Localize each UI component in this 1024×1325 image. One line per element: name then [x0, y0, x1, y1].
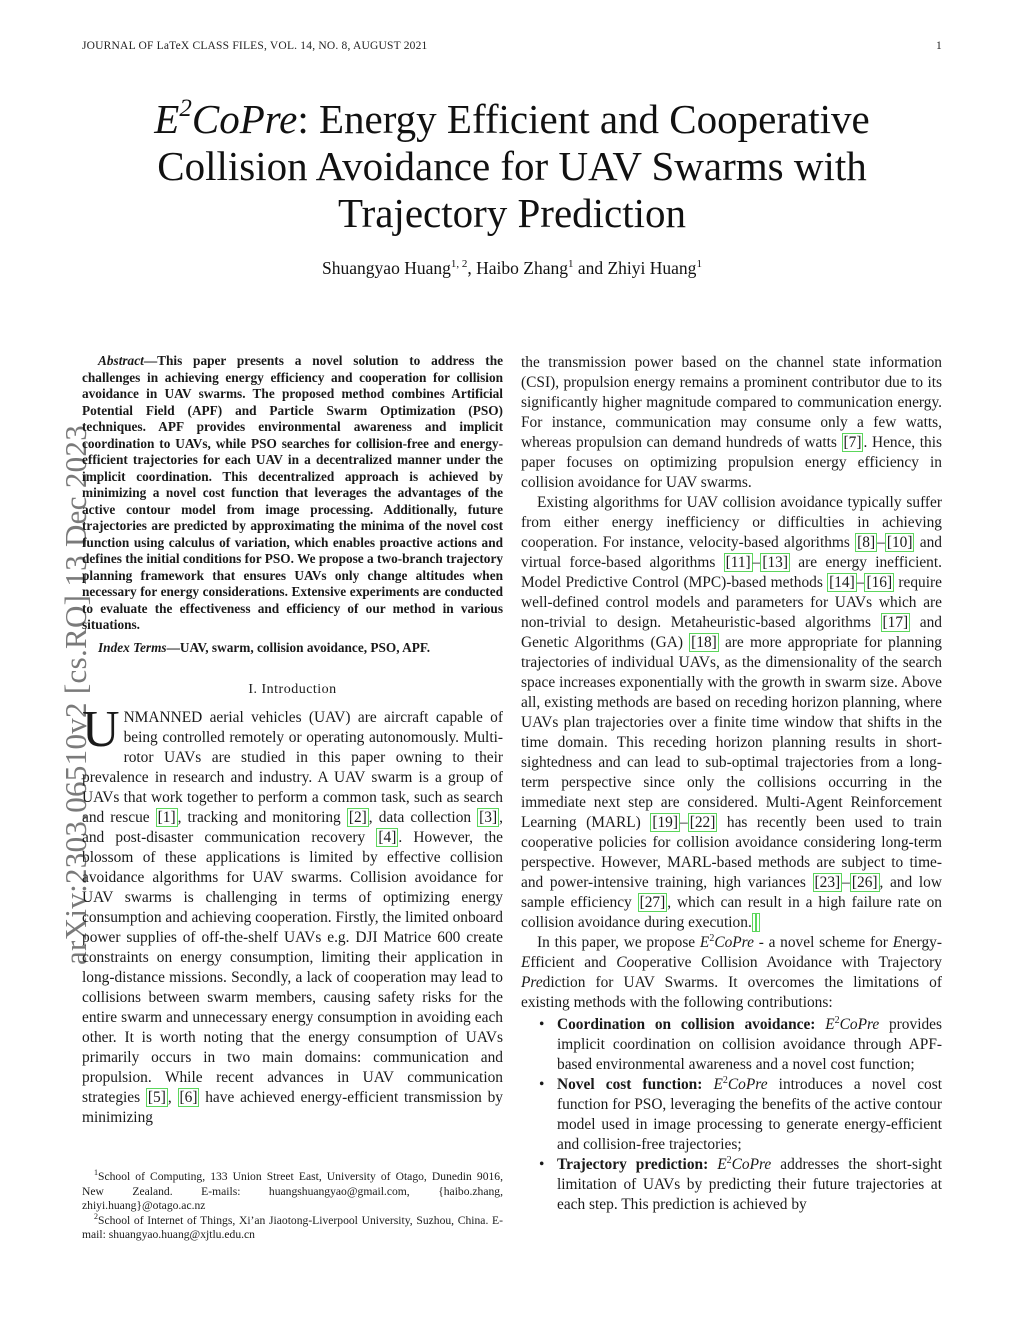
index-terms — [82, 640, 503, 657]
method-name-rest: CoPre — [839, 1016, 880, 1033]
intro-text: have achieved energy-efficient transmission by minimizing — [82, 1089, 504, 1126]
title-name-rest: CoPre — [191, 96, 298, 142]
citation-link[interactable]: [26] — [851, 874, 878, 891]
intro-text: Existing algorithms for UAV collision avoidance typically suffer from either energy inefficiency or difficulties in achieving cooperation. For instance, velocity-based algorithms — [521, 494, 942, 551]
intro-text: - a novel scheme for — [753, 934, 893, 951]
author-3-affil: 1 — [696, 258, 702, 270]
acronym-letter: Co — [616, 954, 635, 971]
citation-link[interactable]: [8] — [857, 534, 876, 551]
intro-text: require well-defined control models and parameters for UAVs which are non-trivial to design. Metaheuristic-based algorithms — [521, 574, 942, 631]
citation-link[interactable]: [16] — [866, 574, 893, 591]
intro-text: , data collection — [368, 809, 478, 826]
paper-title — [100, 96, 924, 237]
intro-paragraph-3 — [521, 933, 942, 1013]
citation-link[interactable]: [10] — [886, 534, 913, 551]
method-name — [700, 934, 754, 951]
bullet-lead: Novel cost function: — [557, 1076, 703, 1093]
intro-text: are more appropriate for planning trajectories of individual UAVs, as the dimensionality of the search space increases exponentially with the growth in swarm size. Above all, existing methods are based on receding horizon planning, where UAVs plan trajectories over a finite time window that shifts in the time domain. This receding horizon planning results in short-sightedness and can lead to sub-optimal trajectories from a long-term perspective since only the collisions occurring in the immediate next step are considered. Multi-Agent Reinforcement Learning (MARL) — [521, 634, 942, 831]
intro-text: – — [679, 814, 688, 831]
intro-text: , and post-disaster communication recovery — [82, 809, 503, 846]
citation-link[interactable]: [23] — [814, 874, 841, 891]
author-1-affil: 1, 2 — [450, 258, 468, 270]
list-item — [521, 1075, 942, 1155]
footnote-1-text: School of Computing, 133 Union Street East, University of Otago, Dunedin 9016, New Zealand. E-mails: huangshuangyao@gmail.com, {haibo.zhang, zhiyi.huang}@otago.ac.nz — [82, 1170, 503, 1212]
author-2-affil: 1 — [567, 258, 574, 270]
citation-link[interactable]: [7] — [843, 434, 862, 451]
citation-link[interactable]: [3] — [479, 809, 498, 826]
intro-text: . Hence, this paper focuses on optimizing propulsion energy efficiency in collision avoidance for UAV swarms. — [521, 434, 942, 491]
bullet-lead: Trajectory prediction: — [557, 1156, 709, 1173]
acronym-letter: Pre — [521, 974, 543, 991]
abstract-label: Abstract — [98, 353, 144, 368]
bullet-icon: • — [539, 1156, 545, 1173]
method-name-sup: 2 — [709, 933, 715, 944]
intro-text: and Genetic Algorithms (GA) — [521, 614, 942, 651]
footnote-1-mark: 1 — [94, 1168, 98, 1177]
method-name-rest: CoPre — [727, 1076, 768, 1093]
method-name-base: E — [713, 1076, 723, 1093]
citation-link[interactable]: [5] — [147, 1089, 166, 1106]
bullet-text: introduces a novel cost function for PSO, leveraging the benefits of the active contour model used in image processing to generate energy-efficient and collision-free trajectories; — [557, 1076, 942, 1153]
method-name — [714, 1076, 768, 1093]
intro-text: the transmission power based on the channel state information (CSI), propulsion energy remains a prominent contributor due to its significantly higher magnitude compared to communication energy. For instance, communication may consume only a few watts, whereas propulsion can demand hundreds of watts — [521, 354, 942, 451]
footnote-2-mark: 2 — [94, 1211, 98, 1221]
citation-link[interactable]: [18] — [691, 634, 717, 651]
citation-link[interactable]: [17] — [882, 614, 909, 631]
bullet-lead: Coordination on collision avoidance: — [557, 1016, 816, 1033]
intro-text: operative Collision Avoidance with Trajectory — [634, 954, 942, 971]
intro-text: has recently been used to train cooperative policies for collision avoidance considering long-term perspective. However, MARL-based methods are subject to time- and power-intensive training, high variances — [521, 814, 943, 891]
citation-link[interactable]: [2] — [348, 809, 367, 826]
page-number: 1 — [936, 40, 942, 52]
method-name — [717, 1156, 771, 1173]
intro-text: , which can result in a high failure rate on collision avoidance during execution. — [521, 894, 943, 931]
intro-paragraph-2 — [521, 493, 942, 933]
right-column — [521, 353, 942, 1215]
intro-text: – — [752, 554, 761, 571]
bullet-icon: • — [539, 1016, 545, 1033]
footnotes — [82, 1170, 503, 1243]
intro-text: . However, the blossom of these applications is limited by effective collision avoidance algorithms for UAV swarms. Collision avoidance for UAV swarms is challenging in terms of optimizing energy consumption and achieving cooperation. Firstly, the limited onboard power supplies of off-the-shelf UAVs e.g. DJI Matrice 600 create constraints on energy consumption, limiting their application in long-distance missions. Secondly, a lack of cooperation may lead to collisions between swarm members, causing safety risks for the entire swarm and unnecessary energy consumption in avoiding each other. It is worth noting that the energy consumption of UAVs primarily occurs in two main domains: communication and propulsion. While recent advances in UAV communication strategies — [82, 829, 504, 1106]
citation-link[interactable] — [756, 913, 760, 932]
bullet-icon: • — [539, 1076, 545, 1093]
title-name-base: E — [154, 96, 180, 142]
intro-text: aerial vehicles (UAV) are aircraft capable of being controlled remotely or operating autonomously. Multi-rotor UAVs are studied in this paper owning to their prevalence in research and industry. A UAV swarm is a group of UAVs that work together to perform a common task, such as search and rescue — [82, 709, 503, 826]
footnote-2-text: School of Internet of Things, Xi’an Jiaotong-Liverpool University, Suzhou, China. E-mail: shuangyao.huang@xjtlu.edu.cn — [82, 1213, 503, 1241]
method-name-sup: 2 — [722, 1075, 728, 1086]
intro-text: nergy- — [902, 934, 942, 951]
method-name — [825, 1016, 879, 1033]
intro-text: , tracking and monitoring — [177, 809, 347, 826]
intro-text: – — [877, 534, 885, 551]
author-2: , Haibo Zhang — [467, 258, 568, 278]
citation-link[interactable]: [13] — [762, 554, 789, 571]
index-terms-label: Index Terms — [98, 639, 167, 655]
author-1: Shuangyao Huang — [322, 258, 451, 278]
title-rest: : Energy Efficient and Cooperative Collision Avoidance for UAV Swarms with Trajectory Prediction — [157, 96, 870, 236]
citation-link[interactable]: [11] — [725, 554, 751, 571]
bullet-text: addresses the short-sight limitation of UAVs by predicting their future trajectories at each step. This prediction is achieved by — [557, 1156, 942, 1213]
author-list — [100, 258, 924, 279]
abstract-text: —This paper presents a novel solution to address the challenges in achieving energy efficiency and cooperation for collision avoidance in UAV swarms. The proposed method combines Artificial Potential Field (APF) and Particle Swarm Optimization (PSO) techniques. APF provides environmental awareness and implicit coordination to UAVs, while PSO searches for collision-free and energy-efficient trajectories for each UAV in a decentralized manner under the implicit coordination. This decentralized approach is achieved by minimizing a novel cost function that leverages the advantages of the active contour model from image processing. Additionally, future trajectories are predicted by approximating the minima of the novel cost function using calculus of variation, which enables proactive actions and defines the initial conditions for PSO. We propose a two-branch trajectory planning framework that ensures UAVs only change altitudes when necessary for energy considerations. Extensive experiments are conducted to evaluate the effectiveness and efficiency of our method in various situations. — [82, 353, 503, 632]
abstract — [82, 353, 503, 634]
intro-text: and virtual force-based algorithms — [521, 534, 942, 571]
bullet-text: provides implicit coordination on collision avoidance through APF-based environmental awareness and a novel cost function; — [557, 1016, 942, 1073]
running-head — [82, 40, 942, 60]
method-name-base: E — [699, 934, 710, 951]
section-heading-introduction: I. Introduction — [248, 682, 337, 697]
intro-paragraph-1 — [82, 701, 504, 1128]
intro-text: fficient and — [530, 954, 617, 971]
intro-lead-word: NMANNED — [123, 709, 203, 726]
citation-link[interactable]: [1] — [157, 809, 176, 826]
intro-paragraph-1-cont — [521, 353, 942, 493]
arxiv-stamp: arXiv:2303.06510v2 [cs.RO] 13 Dec 2023 — [58, 424, 93, 965]
method-name-base: E — [825, 1016, 835, 1033]
contributions-list — [521, 1015, 942, 1215]
footnote-2 — [82, 1211, 503, 1243]
method-name-base: E — [717, 1156, 727, 1173]
citation-link[interactable]: [27] — [639, 894, 666, 911]
citation-link[interactable]: [19] — [652, 814, 678, 831]
intro-text: , and low sample efficiency — [521, 874, 942, 911]
footnote-1 — [82, 1170, 503, 1214]
list-item — [521, 1015, 942, 1075]
citation-link[interactable]: [14] — [829, 574, 855, 591]
journal-name: JOURNAL OF LaTeX CLASS FILES, VOL. 14, NO. 8, AUGUST 2021 — [82, 40, 428, 52]
title-name-sup: 2 — [179, 95, 192, 122]
title-method-name — [154, 96, 297, 142]
method-name-rest: CoPre — [731, 1156, 772, 1173]
author-3: and Zhiyi Huang — [573, 258, 697, 278]
index-terms-text: —UAV, swarm, collision avoidance, PSO, APF. — [166, 639, 431, 655]
acronym-letter: E — [521, 954, 531, 971]
intro-text: are energy inefficient. Model Predictive Control (MPC)-based methods — [521, 554, 942, 591]
method-name-sup: 2 — [726, 1155, 732, 1166]
intro-text: , — [167, 1089, 178, 1106]
intro-text: diction for UAV Swarms. It overcomes the limitations of existing methods with the following contributions: — [521, 974, 942, 1011]
left-column — [82, 353, 503, 1128]
method-name-sup: 2 — [834, 1015, 840, 1026]
intro-text: – — [842, 874, 850, 891]
citation-link[interactable]: [22] — [689, 814, 716, 831]
intro-text: In this paper, we propose — [537, 934, 700, 951]
method-name-rest: CoPre — [714, 934, 754, 951]
intro-text: – — [856, 574, 865, 591]
list-item — [521, 1155, 942, 1215]
acronym-letter: E — [892, 934, 903, 951]
drop-cap: U — [82, 701, 120, 758]
citation-link[interactable]: [6] — [179, 1089, 198, 1106]
citation-link[interactable]: [4] — [378, 829, 397, 846]
